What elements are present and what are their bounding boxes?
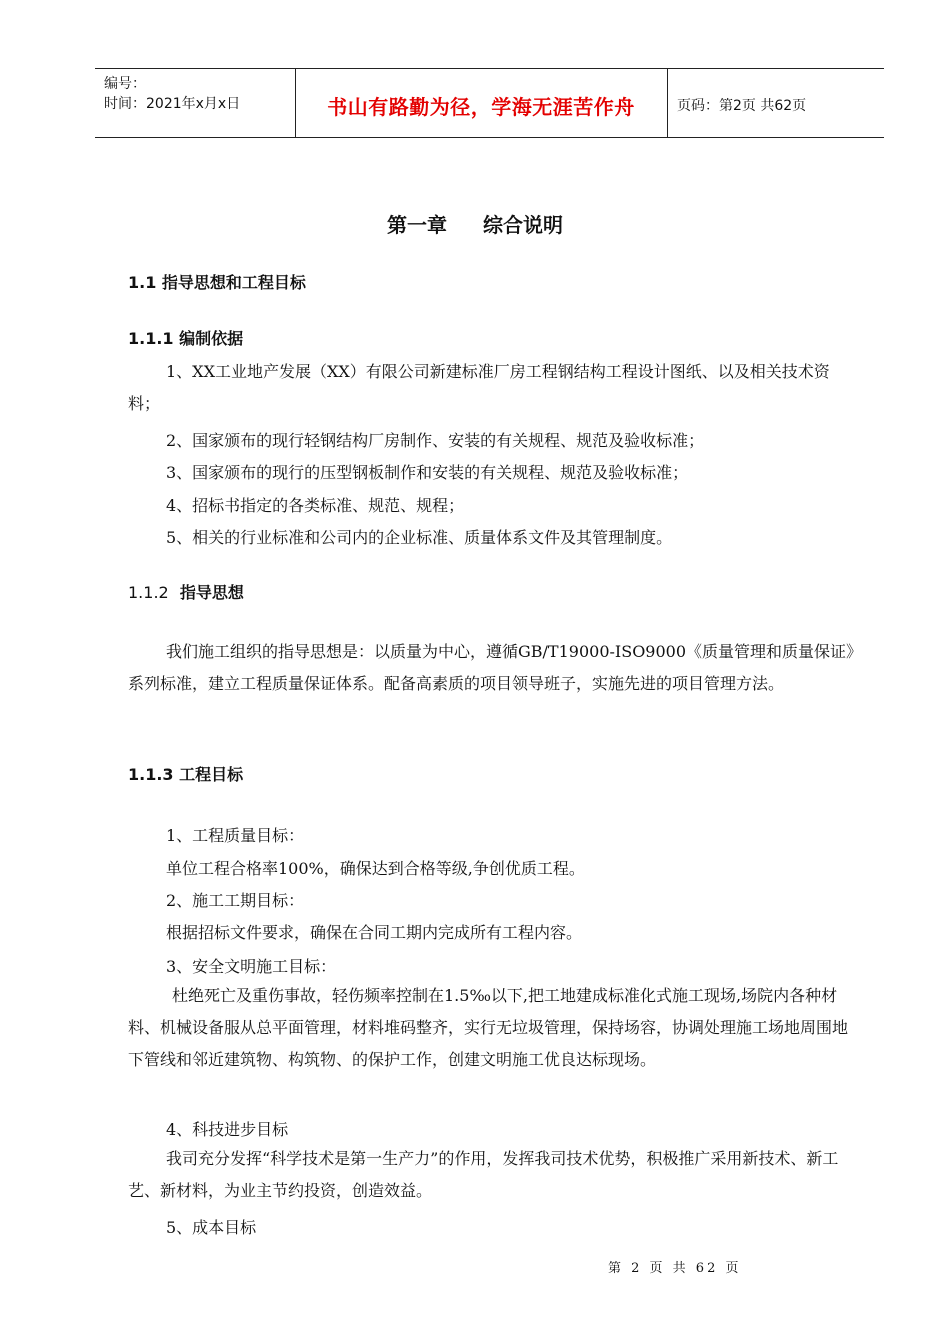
section-number: 1.1.2 (128, 583, 169, 602)
header-page-number: 页码：第2页 共62页 (677, 98, 807, 114)
goal-5-title: 5、成本目标 (166, 1218, 257, 1237)
page-footer: 第 2 页 共 62 页 (608, 1261, 742, 1276)
page-header (95, 68, 884, 138)
document-time-label: 时间：2021年x月x日 (104, 96, 241, 112)
header-info-cell (95, 69, 296, 137)
section-title: 指导思想 (179, 583, 244, 602)
goal-4-title: 4、科技进步目标 (166, 1120, 289, 1139)
goal-4-text: 我司充分发挥“科学技术是第一生产力”的作用，发挥我司技术优势，积极推广采用新技术、新工艺、新材料，为业主节约投资，创造效益。 (128, 1149, 839, 1200)
basis-item-3: 3、国家颁布的现行的压型钢板制作和安装的有关规程、规范及验收标准； (166, 463, 689, 482)
basis-item-5: 5、相关的行业标准和公司内的企业标准、质量体系文件及其管理制度。 (166, 528, 673, 547)
document-number-label: 编号： (104, 76, 146, 92)
section-heading-1-1: 1.1 指导思想和工程目标 (128, 273, 306, 292)
header-motto-cell (295, 69, 668, 137)
chapter-name: 综合说明 (483, 213, 563, 237)
header-page-cell (667, 69, 884, 137)
section-heading-1-1-2 (128, 580, 244, 603)
header-motto: 书山有路勤为径，学海无涯苦作舟 (327, 95, 635, 119)
guiding-paragraph: 我们施工组织的指导思想是：以质量为中心，遵循GB/T19000-ISO9000《质量管理和质量保证》系列标准，建立工程质量保证体系。配备高素质的项目领导班子，实施先进的项目管理方法。 (128, 642, 855, 693)
goal-1-text: 单位工程合格率100%，确保达到合格等级,争创优质工程。 (166, 859, 585, 878)
section-heading-1-1-1: 1.1.1 编制依据 (128, 329, 244, 348)
basis-item-1: 1、XX工业地产发展（XX）有限公司新建标准厂房工程钢结构工程设计图纸、以及相关技术资料； (128, 362, 830, 413)
goal-3-title: 3、安全文明施工目标： (166, 957, 337, 976)
goal-2-text: 根据招标文件要求，确保在合同工期内完成所有工程内容。 (166, 923, 583, 942)
goal-3-text: 杜绝死亡及重伤事故，轻伤频率控制在1.5‰以下,把工地建成标准化式施工现场,场院内各种材料、机械设备服从总平面管理，材料堆码整齐，实行无垃圾管理，保持场容，协调处理施工场地周围地下管线和邻近建筑物、构筑物、的保护工作，创建文明施工优良达标现场。 (128, 986, 849, 1069)
goal-1-title: 1、工程质量目标： (166, 826, 305, 845)
chapter-title (0, 209, 950, 238)
chapter-number: 第一章 (387, 213, 447, 237)
section-heading-1-1-3: 1.1.3 工程目标 (128, 765, 244, 784)
basis-item-4: 4、招标书指定的各类标准、规范、规程； (166, 496, 465, 515)
basis-item-2: 2、国家颁布的现行轻钢结构厂房制作、安装的有关规程、规范及验收标准； (166, 431, 705, 450)
goal-2-title: 2、施工工期目标： (166, 891, 305, 910)
